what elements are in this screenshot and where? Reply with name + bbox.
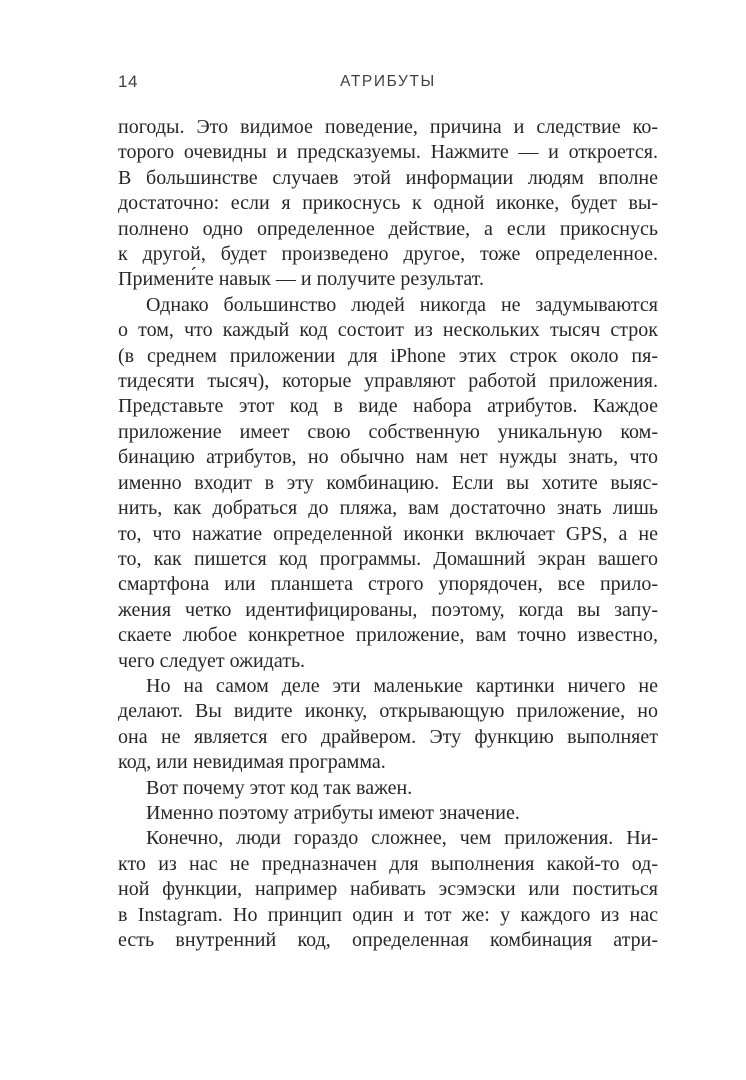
text-line: есть внутренний код, определенная комбинация атри- [118, 929, 658, 951]
paragraph [118, 801, 658, 826]
page-header [118, 72, 658, 94]
text-line: Однако большинство людей никогда не задумываются [146, 293, 658, 316]
text-line: смартфона или планшета строго упорядочен, все прило- [118, 573, 658, 596]
text-line: В большинстве случаев этой информации людям вполне [118, 166, 658, 189]
text-line: приложение имеет свою собственную уникальную ком- [118, 420, 658, 443]
text-line: то, что нажатие определенной иконки включает GPS, а не [118, 522, 658, 545]
text-line: Именно поэтому атрибуты имеют значение. [146, 801, 520, 824]
text-line: о том, что каждый код состоит из нескольких тысяч строк [118, 319, 658, 342]
page-number: 14 [118, 72, 138, 91]
text-line: торого очевидны и предсказуемы. Нажмите — и откроется. [118, 141, 658, 164]
text-line: бинацию атрибутов, но обычно нам нет нужды знать, что [118, 446, 658, 469]
text-line: делают. Вы видите иконку, открывающую приложение, но [118, 700, 658, 723]
text-line: Примени́те навык — и получите результат. [118, 268, 485, 291]
text-line: скаете любое конкретное приложение, вам точно известно, [118, 624, 658, 647]
text-line: чего следует ожидать. [118, 649, 306, 672]
paragraph [118, 674, 658, 776]
text-line: полнено одно определенное действие, а если прикоснусь [118, 217, 658, 240]
paragraph [118, 115, 658, 293]
text-line: Но на самом деле эти маленькие картинки ничего не [146, 674, 658, 697]
text-line: именно входит в эту комбинацию. Если вы хотите выяс- [118, 471, 658, 494]
text-line: ной функции, например набивать эсэмэски или поститься [118, 878, 658, 901]
text-line: в Instagram. Но принцип один и тот же: у каждого из нас [118, 903, 658, 926]
text-line: Вот почему этот код так важен. [146, 776, 413, 799]
text-line: она не является его драйвером. Эту функцию выполняет [118, 725, 658, 748]
text-line: погоды. Это видимое поведение, причина и следствие ко- [118, 116, 658, 138]
text-line: нить, как добраться до пляжа, вам достаточно знать лишь [118, 497, 658, 520]
text-line: тидесяти тысяч), которые управляют работой приложения. [118, 370, 658, 393]
paragraph [118, 826, 658, 953]
running-head-title: АТРИБУТЫ [340, 73, 436, 90]
text-line: то, как пишется код программы. Домашний экран вашего [118, 547, 658, 570]
text-line: жения четко идентифицированы, поэтому, когда вы запу- [118, 598, 658, 621]
paragraph [118, 293, 658, 674]
text-line: кто из нас не предназначен для выполнения какой-то од- [118, 852, 658, 875]
text-line: Конечно, люди гораздо сложнее, чем приложения. Ни- [146, 827, 658, 850]
body-text [118, 115, 658, 953]
text-line: Представьте этот код в виде набора атрибутов. Каждое [118, 395, 658, 418]
paragraph [118, 776, 658, 801]
text-line: код, или невидимая программа. [118, 751, 386, 774]
text-line: к другой, будет произведено другое, тоже определенное. [118, 243, 658, 266]
text-line: (в среднем приложении для iPhone этих строк около пя- [118, 344, 658, 367]
text-line: достаточно: если я прикоснусь к одной иконке, будет вы- [118, 192, 658, 215]
